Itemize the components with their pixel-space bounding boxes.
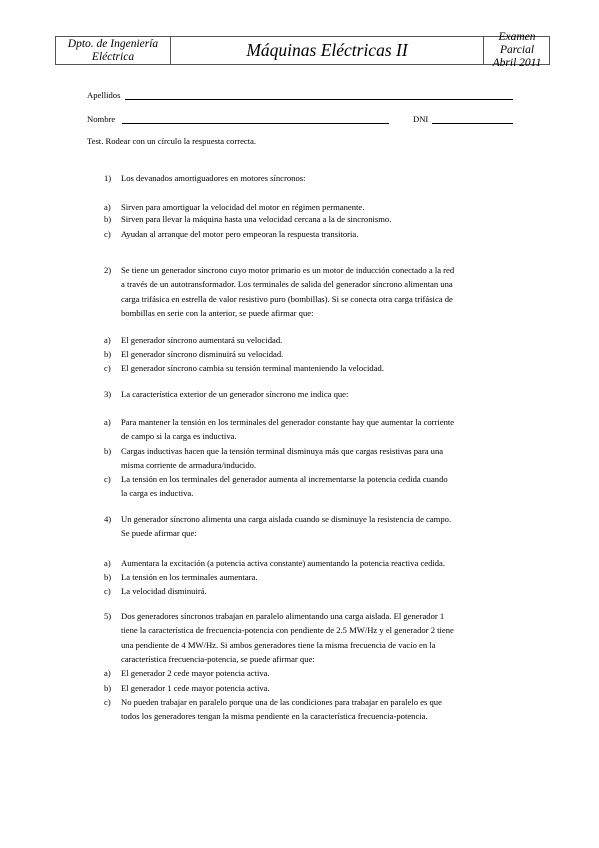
option-text-line[interactable]: Cargas inductivas hacen que la tensión terminal disminuya más que cargas resistivas para una <box>121 446 444 456</box>
question-number: 5) <box>104 611 112 621</box>
option-letter[interactable]: b) <box>104 214 112 224</box>
option-text-line[interactable]: todos los generadores tengan la misma pendiente en la característica frecuencia-potencia. <box>121 711 428 721</box>
name-field[interactable] <box>122 123 389 124</box>
option-letter[interactable]: a) <box>104 558 111 568</box>
question-text-line: carga trifásica en estrella de valor resistivo puro (bombillas). Si se conecta otra carga trifásica de <box>121 293 453 304</box>
option-text-line[interactable]: El generador 1 cede mayor potencia activa. <box>121 683 270 693</box>
option-text-line[interactable]: Sirven para amortiguar la velocidad del motor en régimen permanente. <box>121 202 365 212</box>
question-text-line: Se puede afirmar que: <box>121 528 197 539</box>
question-number: 1) <box>104 173 112 183</box>
option-text-line[interactable]: la carga es inductiva. <box>121 488 194 498</box>
department-cell <box>56 37 171 64</box>
question-text-line: a través de un autotransformador. Los terminales de salida del generador síncrono alimentan una <box>121 279 453 290</box>
question-text-line: tiene la característica de frecuencia-potencia con pendiente de 2.5 MW/Hz y el generador 2 tiene <box>121 625 454 636</box>
option-letter[interactable]: a) <box>104 417 111 427</box>
option-text-line[interactable]: No pueden trabajar en paralelo porque una de las condiciones para trabajar en paralelo es que <box>121 697 442 707</box>
exam-header <box>55 31 550 69</box>
dni-label: DNI <box>413 114 429 124</box>
dni-field[interactable] <box>432 123 513 124</box>
question-text-line: La característica exterior de un generador síncrono me indica que: <box>121 389 349 399</box>
option-text-line[interactable]: La velocidad disminuirá. <box>121 586 207 596</box>
option-letter[interactable]: c) <box>104 586 111 596</box>
option-text-line[interactable]: Aumentara la excitación (a potencia activa constante) aumentando la potencia reactiva cedida. <box>121 558 446 568</box>
exam-type: Examen Parcial <box>498 31 536 56</box>
surname-label: Apellidos <box>87 90 121 100</box>
option-letter[interactable]: a) <box>104 668 111 678</box>
question-number: 4) <box>104 514 112 524</box>
option-text-line[interactable]: La tensión en los terminales del generador aumenta al incrementarse la potencia cedida cuando <box>121 474 448 484</box>
option-letter[interactable]: b) <box>104 349 112 359</box>
exam-date: Abril 2011 <box>492 57 542 69</box>
option-text-line[interactable]: La tensión en los terminales aumentara. <box>121 572 258 582</box>
option-letter[interactable]: a) <box>104 335 111 345</box>
department-line-2: Eléctrica <box>91 50 135 63</box>
option-letter[interactable]: c) <box>104 697 111 707</box>
option-text-line[interactable]: El generador síncrono cambia su tensión terminal manteniendo la velocidad. <box>121 363 384 373</box>
option-text-line[interactable]: misma corriente de armadura/inducido. <box>121 460 257 470</box>
instructions: Test. Rodear con un círculo la respuesta correcta. <box>87 136 257 146</box>
question-text-line: bombillas en serie con la anterior, se puede afirmar que: <box>121 308 314 319</box>
option-text-line[interactable]: de campo si la carga es inductiva. <box>121 431 237 441</box>
option-letter[interactable]: b) <box>104 446 112 456</box>
option-letter[interactable]: c) <box>104 474 111 484</box>
option-text-line[interactable]: Para mantener la tensión en los terminales del generador constante hay que aumentar la corriente <box>121 417 455 427</box>
option-text-line[interactable]: Ayudan al arranque del motor pero empeoran la respuesta transitoria. <box>121 229 359 239</box>
question-text-line: Los devanados amortiguadores en motores síncronos: <box>121 173 306 183</box>
option-letter[interactable]: b) <box>104 572 112 582</box>
exam-info-cell <box>483 31 550 69</box>
name-label: Nombre <box>87 114 116 124</box>
question-text-line: Dos generadores síncronos trabajan en paralelo alimentando una carga aislada. El generador 1 <box>121 611 445 621</box>
question-number: 3) <box>104 389 112 399</box>
question-text-line: característica frecuencia-potencia, se puede afirmar que: <box>121 654 315 665</box>
department-line-1: Dpto. de Ingeniería <box>67 37 159 50</box>
question-text-line: Un generador síncrono alimenta una carga aislada cuando se disminuye la resistencia de campo. <box>121 514 452 524</box>
option-text-line[interactable]: El generador síncrono disminuirá su velocidad. <box>121 349 284 359</box>
question-number: 2) <box>104 265 112 275</box>
subject-title: Máquinas Eléctricas II <box>246 40 408 60</box>
option-letter[interactable]: c) <box>104 229 111 239</box>
option-text-line[interactable]: El generador síncrono aumentará su velocidad. <box>121 335 283 345</box>
option-letter[interactable]: b) <box>104 683 112 693</box>
option-text-line[interactable]: El generador 2 cede mayor potencia activa. <box>121 668 270 678</box>
surname-field[interactable] <box>125 99 513 100</box>
option-letter[interactable]: c) <box>104 363 111 373</box>
option-text-line[interactable]: Sirven para llevar la máquina hasta una velocidad cercana a la de sincronismo. <box>121 214 392 224</box>
question-text-line: una pendiente de 4 MW/Hz. Si ambos generadores tiene la misma frecuencia de vacío en la <box>121 639 436 650</box>
option-letter[interactable]: a) <box>104 202 111 212</box>
question-text-line: Se tiene un generador síncrono cuyo motor primario es un motor de inducción conectado a la red <box>121 265 455 275</box>
